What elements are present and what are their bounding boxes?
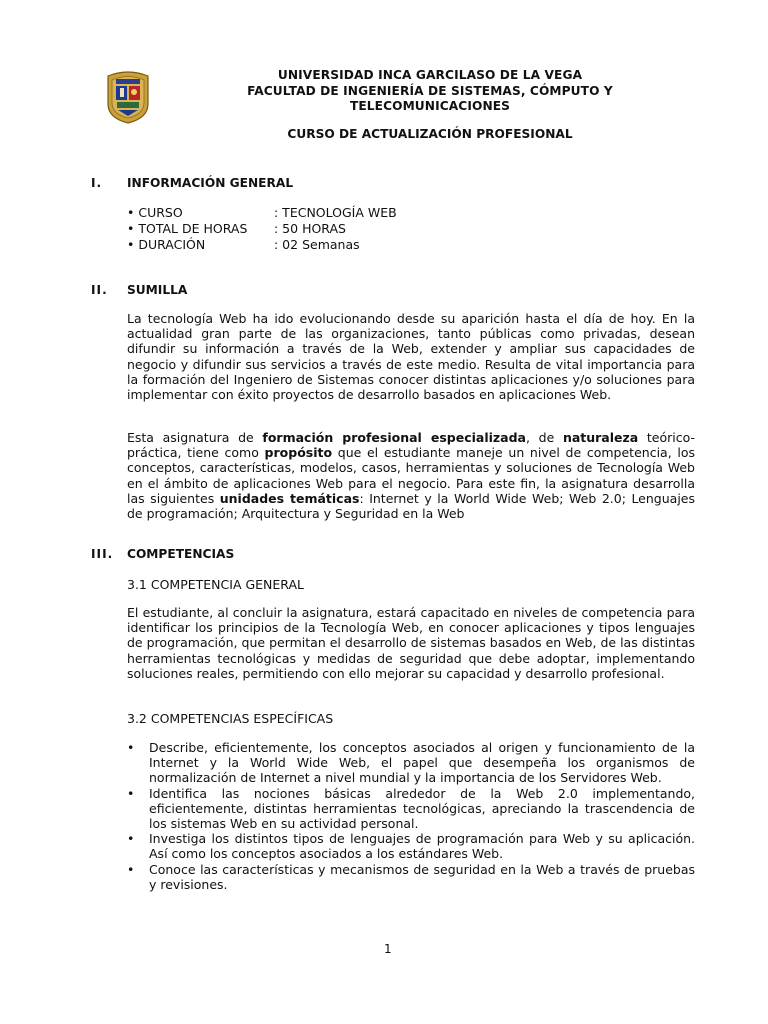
list-item-text: Identifica las nociones básicas alrededor de la Web 2.0 implementando, eficientemente, distintas herramientas tecnológicas, apreciando la trascendencia de los sistemas Web en su actividad personal. xyxy=(149,785,695,832)
general-competency-title: 3.1 COMPETENCIA GENERAL xyxy=(127,577,304,592)
faculty-name-cont: TELECOMUNICACIONES xyxy=(349,99,511,113)
specific-competencies-list xyxy=(127,740,695,892)
university-seal-logo xyxy=(104,70,152,124)
bold-run: formación profesional especializada xyxy=(262,430,526,445)
text-run: , de xyxy=(526,430,563,445)
info-key: • DURACIÓN xyxy=(127,237,206,252)
bullet: • xyxy=(127,861,135,877)
list-item-text: Conoce las características y mecanismos de seguridad en la Web a través de pruebas y revisiones. xyxy=(149,861,695,892)
course-title: CURSO DE ACTUALIZACIÓN PROFESIONAL xyxy=(287,127,573,141)
general-competency-text: El estudiante, al concluir la asignatura, estará capacitado en niveles de competencia para identificar los principios de la Tecnología Web, en conocer aplicaciones y tipos lenguajes de programación, que permitan el desarrollo de sistemas basados en Web, de las distintas herramientas tecnológicas y medidas de seguridad que debe adoptar, implementando soluciones reales, permitiendo con ello mejorar su capacidad y desarrollo profesional. xyxy=(127,605,695,681)
list-item xyxy=(127,862,695,892)
list-item xyxy=(127,831,695,861)
text-run: Esta asignatura de xyxy=(127,430,263,445)
bullet: • xyxy=(127,785,135,801)
info-value: : 50 HORAS xyxy=(274,221,346,236)
bullet: • xyxy=(127,831,135,847)
section-number: I. xyxy=(91,176,103,190)
faculty-name: FACULTAD DE INGENIERÍA DE SISTEMAS, CÓMPUTO Y xyxy=(247,83,613,98)
text-run: : Internet y la World Wide Web; Web 2.0; Lenguajes de programación; Arquitectura y Seguridad en la Web xyxy=(127,490,695,522)
text-run: que el estudiante maneje un nivel de competencia, los conceptos, características, modelos, casos, herramientas y soluciones de Tecnología Web en el ámbito de aplicaciones Web para el negocio. Para este fin, la asignatura desarrolla las siguientes xyxy=(127,445,695,506)
info-value: : 02 Semanas xyxy=(274,237,360,252)
bold-run: unidades temáticas xyxy=(219,490,360,506)
info-key: • TOTAL DE HORAS xyxy=(127,221,248,236)
info-value: : TECNOLOGÍA WEB xyxy=(274,205,397,220)
section-title: COMPETENCIAS xyxy=(127,547,235,561)
text-run: teórico-práctica, tiene como xyxy=(127,430,695,461)
sumilla-paragraph-2 xyxy=(127,430,695,521)
info-key: • CURSO xyxy=(127,205,183,220)
university-name: UNIVERSIDAD INCA GARCILASO DE LA VEGA xyxy=(277,68,583,82)
specific-competencies-title: 3.2 COMPETENCIAS ESPECÍFICAS xyxy=(127,711,334,726)
list-item-text: Describe, eficientemente, los conceptos asociados al origen y funcionamiento de la Internet y la World Wide Web, el papel que desempeña los organismos de normalización de Internet a nivel mundial y la importancia de los Servidores Web. xyxy=(149,740,695,786)
section-title: INFORMACIÓN GENERAL xyxy=(127,176,294,190)
section-number: III. xyxy=(91,547,114,561)
section-number: II. xyxy=(91,283,108,297)
list-item-text: Investiga los distintos tipos de lenguajes de programación para Web y su aplicación. Así como los conceptos asociados a los estándares Web. xyxy=(149,831,695,862)
seal-icon xyxy=(104,70,152,124)
bold-run: propósito xyxy=(264,445,333,461)
bold-run: naturaleza xyxy=(562,430,639,445)
page-number: 1 xyxy=(384,942,392,956)
section-title: SUMILLA xyxy=(127,283,188,297)
sumilla-paragraph-1: La tecnología Web ha ido evolucionando desde su aparición hasta el día de hoy. En la actualidad gran parte de las organizaciones, tanto públicas como privadas, desean difundir su información a través de la Web, extender y ampliar sus capacidades de negocio y difundir sus servicios a través de este medio. Resulta de vital importancia para la formación del Ingeniero de Sistemas conocer distintas aplicaciones y/o soluciones para implementar con éxito proyectos de desarrollo basados en aplicaciones Web. xyxy=(127,311,695,403)
list-item xyxy=(127,740,695,786)
bullet: • xyxy=(127,740,135,755)
list-item xyxy=(127,786,695,832)
institution-header xyxy=(190,68,670,115)
